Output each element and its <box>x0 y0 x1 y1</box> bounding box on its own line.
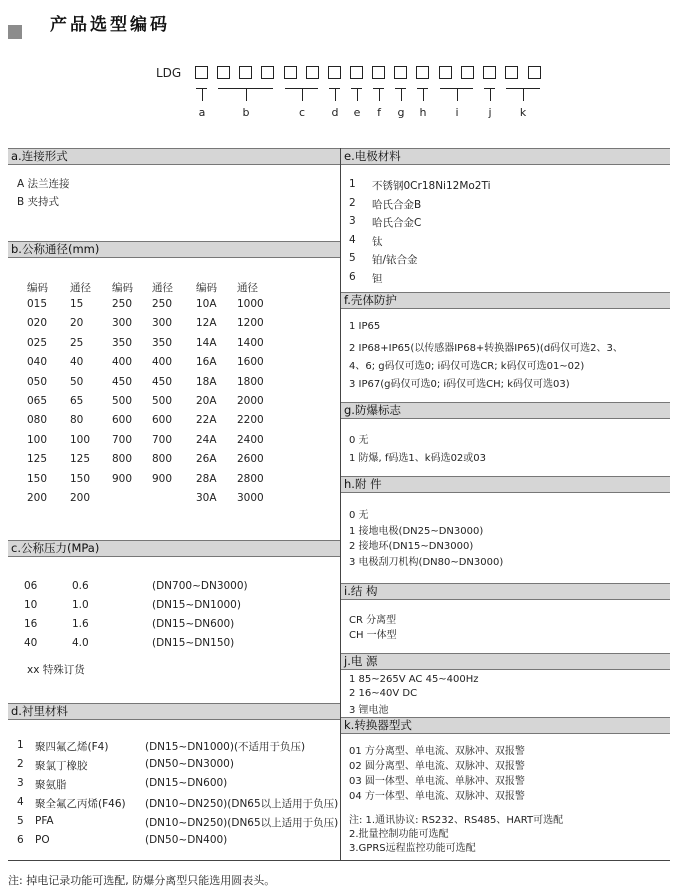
table-cell: 5 <box>17 815 24 827</box>
table-cell: 1200 <box>237 317 264 330</box>
code-letter: d <box>331 106 339 119</box>
code-letter: j <box>488 106 492 119</box>
table-cell: 125 <box>70 453 91 466</box>
list-item: 1 防爆, f码选1、k码选02或03 <box>349 453 487 464</box>
section-b-header: b.公称通径(mm) <box>8 241 340 258</box>
table-cell: 18A <box>196 375 217 388</box>
list-item: 3 锂电池 <box>349 705 389 716</box>
list-item: 1 IP65 <box>349 321 381 332</box>
table-cell: 450 <box>152 375 173 388</box>
table-cell: 2800 <box>237 472 264 485</box>
table-cell: PO <box>35 834 50 846</box>
list-item: 2 接地环(DN15~DN3000) <box>349 541 474 552</box>
code-bracket-tick <box>379 88 380 101</box>
table-cell: 65 <box>70 395 84 407</box>
code-bracket-tick <box>202 88 203 101</box>
table-cell: 聚氯丁橡胶 <box>35 760 88 772</box>
list-item-index: 1 <box>349 178 356 190</box>
code-box <box>528 66 541 79</box>
list-item: 2 IP68+IP65(以传感器IP68+转换器IP65)(d码仅可选2、3、 <box>349 343 623 354</box>
table-cell: 2000 <box>237 395 264 407</box>
section-i-header: i.结 构 <box>341 583 670 600</box>
table-cell: 700 <box>112 433 133 446</box>
table-cell: 4.0 <box>72 637 89 649</box>
code-letter: h <box>419 106 427 119</box>
table-header-cell: 通径 <box>237 282 258 294</box>
note-line: 3.GPRS远程监控功能可选配 <box>349 843 476 854</box>
list-item: 01 方分离型、单电流、双脉冲、双报警 <box>349 746 525 757</box>
code-box <box>372 66 385 79</box>
code-box <box>350 66 363 79</box>
table-cell: 600 <box>152 414 173 427</box>
code-box <box>439 66 452 79</box>
code-bracket-tick <box>523 88 524 101</box>
table-cell: 聚氨脂 <box>35 779 67 791</box>
list-item-index: 6 <box>349 270 356 283</box>
column-divider <box>340 148 341 860</box>
table-cell: 15 <box>70 298 84 310</box>
list-item: 0 无 <box>349 510 369 521</box>
table-cell: 900 <box>152 472 173 485</box>
table-cell: 20 <box>70 317 84 330</box>
footer-note: 注: 掉电记录功能可选配, 防爆分离型只能选用圆表头。 <box>8 874 276 887</box>
list-item: 2 16~40V DC <box>349 687 418 699</box>
table-cell: 6 <box>17 834 24 846</box>
table-cell: 100 <box>70 433 91 446</box>
table-cell: 16A <box>196 356 217 369</box>
table-cell: 350 <box>112 336 133 349</box>
code-box <box>394 66 407 79</box>
table-cell: (DN15~DN600) <box>145 777 228 789</box>
code-bracket-tick <box>423 88 424 101</box>
table-cell: 020 <box>27 317 48 330</box>
table-cell: 22A <box>196 414 217 427</box>
table-cell: 14A <box>196 336 217 349</box>
table-cell: 125 <box>27 453 48 466</box>
table-cell: 10A <box>196 298 217 310</box>
table-cell: (DN50~DN400) <box>145 834 228 846</box>
table-cell: (DN15~DN600) <box>152 618 235 630</box>
code-letter: a <box>198 106 206 119</box>
table-cell: 300 <box>152 317 173 330</box>
table-cell: 100 <box>27 433 48 446</box>
table-cell: 500 <box>112 395 133 407</box>
code-bracket-tick <box>302 88 303 101</box>
table-cell: (DN15~DN150) <box>152 637 235 649</box>
code-bracket-tick <box>457 88 458 101</box>
list-item: 哈氏合金B <box>372 198 422 211</box>
code-letter: e <box>353 106 361 119</box>
code-letter: b <box>242 106 250 119</box>
section-d-header: d.衬里材料 <box>8 703 340 720</box>
table-header-cell: 通径 <box>152 282 173 294</box>
table-cell: 025 <box>27 336 48 349</box>
page-title: 产品选型编码 <box>50 15 170 35</box>
table-cell: 12A <box>196 317 217 330</box>
table-cell: (DN50~DN3000) <box>145 758 234 770</box>
code-bracket-tick <box>357 88 358 101</box>
section-a-row: B 夹持式 <box>17 196 60 208</box>
special-order-row: xx 特殊订货 <box>27 664 85 676</box>
table-cell: 1800 <box>237 375 264 388</box>
table-cell: 24A <box>196 433 217 446</box>
table-cell: 2400 <box>237 433 264 446</box>
code-letter: f <box>377 106 381 119</box>
table-header-cell: 通径 <box>70 282 91 294</box>
section-f-header: f.壳体防护 <box>341 292 670 309</box>
table-cell: 700 <box>152 433 173 446</box>
list-item: CR 分离型 <box>349 615 397 626</box>
table-cell: 2 <box>17 758 24 770</box>
section-a-header: a.连接形式 <box>8 148 340 165</box>
table-cell: 400 <box>152 356 173 369</box>
section-h-header: h.附 件 <box>341 476 670 493</box>
list-item: 3 IP67(g码仅可选0; i码仅可选CH; k码仅可选03) <box>349 379 570 390</box>
table-cell: 250 <box>112 298 133 310</box>
table-cell: 80 <box>70 414 84 427</box>
table-cell: 1600 <box>237 356 264 369</box>
list-item: 4、6; g码仅可选0; i码仅可选CR; k码仅可选01~02) <box>349 361 585 372</box>
table-cell: 150 <box>70 472 91 485</box>
table-cell: 900 <box>112 472 133 485</box>
code-bracket-tick <box>401 88 402 101</box>
table-cell: 065 <box>27 395 48 407</box>
table-cell: 150 <box>27 472 48 485</box>
table-cell: 1.6 <box>72 618 89 630</box>
list-item: 哈氏合金C <box>372 217 422 229</box>
table-cell: 050 <box>27 375 48 388</box>
list-item: 0 无 <box>349 435 369 446</box>
table-cell: 300 <box>112 317 133 330</box>
table-cell: 16 <box>24 618 38 630</box>
table-cell: 40 <box>70 356 84 369</box>
code-box <box>416 66 429 79</box>
list-item: CH 一体型 <box>349 630 397 641</box>
list-item-index: 3 <box>349 215 356 227</box>
table-cell: (DN15~DN1000) <box>152 599 241 611</box>
code-box <box>217 66 230 79</box>
table-cell: (DN10~DN250)(DN65以上适用于负压) <box>145 798 339 810</box>
code-box <box>284 66 297 79</box>
table-cell: 0.6 <box>72 580 89 592</box>
table-cell: 10 <box>24 599 38 611</box>
table-cell: 26A <box>196 453 217 466</box>
table-cell: 25 <box>70 336 84 349</box>
table-cell: 40 <box>24 637 38 649</box>
table-bottom-rule <box>8 860 670 861</box>
code-box <box>239 66 252 79</box>
table-cell: 400 <box>112 356 133 369</box>
table-cell: 聚四氟乙烯(F4) <box>35 741 109 753</box>
table-cell: 30A <box>196 492 217 504</box>
table-cell: 040 <box>27 356 48 369</box>
table-cell: PFA <box>35 815 54 827</box>
table-cell: 1.0 <box>72 599 89 611</box>
code-box <box>306 66 319 79</box>
section-c-header: c.公称压力(MPa) <box>8 540 340 557</box>
section-j-header: j.电 源 <box>341 653 670 670</box>
table-cell: 015 <box>27 298 48 310</box>
table-header-cell: 编码 <box>27 282 48 294</box>
code-letter: g <box>397 106 405 119</box>
code-box <box>328 66 341 79</box>
list-item: 钽 <box>372 272 383 285</box>
section-g-header: g.防爆标志 <box>341 402 670 419</box>
code-box <box>505 66 518 79</box>
list-item: 铂/铱合金 <box>372 254 418 266</box>
table-cell: 28A <box>196 472 217 485</box>
table-cell: 080 <box>27 414 48 427</box>
table-cell: 20A <box>196 395 217 407</box>
table-cell: 50 <box>70 375 84 388</box>
code-letter: i <box>455 106 459 119</box>
table-cell: 1 <box>17 739 24 751</box>
code-box <box>461 66 474 79</box>
list-item: 04 方一体型、单电流、双脉冲、双报警 <box>349 791 525 802</box>
table-cell: 500 <box>152 395 173 407</box>
code-letter: k <box>519 106 527 119</box>
table-cell: 2200 <box>237 414 264 427</box>
code-box <box>483 66 496 79</box>
list-item: 1 85~265V AC 45~400Hz <box>349 674 479 685</box>
title-marker <box>8 25 22 39</box>
table-cell: 3000 <box>237 492 264 504</box>
table-cell: 250 <box>152 298 173 310</box>
table-cell: 800 <box>112 453 133 466</box>
table-cell: (DN700~DN3000) <box>152 580 248 592</box>
list-item-index: 2 <box>349 196 356 209</box>
model-prefix: LDG <box>156 66 182 80</box>
table-cell: 450 <box>112 375 133 388</box>
section-e-header: e.电极材料 <box>341 148 670 165</box>
table-cell: 2600 <box>237 453 264 466</box>
code-letter: c <box>298 106 306 119</box>
list-item: 1 接地电极(DN25~DN3000) <box>349 525 484 537</box>
list-item: 02 圆分离型、单电流、双脉冲、双报警 <box>349 761 525 772</box>
list-item: 3 电极刮刀机构(DN80~DN3000) <box>349 556 504 568</box>
code-box <box>261 66 274 79</box>
table-cell: 3 <box>17 777 24 789</box>
code-box <box>195 66 208 79</box>
table-header-cell: 编码 <box>112 282 133 294</box>
list-item-index: 4 <box>349 233 356 246</box>
section-a-row: A 法兰连接 <box>17 178 70 190</box>
code-bracket-tick <box>246 88 247 101</box>
table-cell: 聚全氟乙丙烯(F46) <box>35 798 126 810</box>
table-cell: 200 <box>70 492 91 504</box>
list-item-index: 5 <box>349 252 356 264</box>
table-cell: (DN10~DN250)(DN65以上适用于负压) <box>145 817 339 829</box>
table-cell: 350 <box>152 336 173 349</box>
note-line: 2.批量控制功能可选配 <box>349 829 449 840</box>
table-cell: 06 <box>24 580 38 592</box>
table-cell: 1000 <box>237 298 264 310</box>
code-bracket-tick <box>490 88 491 101</box>
section-k-header: k.转换器型式 <box>341 717 670 734</box>
table-header-cell: 编码 <box>196 282 217 294</box>
table-cell: (DN15~DN1000)(不适用于负压) <box>145 741 306 753</box>
table-cell: 4 <box>17 796 24 808</box>
table-cell: 600 <box>112 414 133 427</box>
note-line: 注: 1.通讯协议: RS232、RS485、HART可选配 <box>349 815 564 826</box>
list-item: 不锈钢0Cr18Ni12Mo2Ti <box>372 180 491 192</box>
table-cell: 200 <box>27 492 48 504</box>
list-item: 03 圆一体型、单电流、单脉冲、双报警 <box>349 776 525 787</box>
table-cell: 1400 <box>237 336 264 349</box>
table-cell: 800 <box>152 453 173 466</box>
code-bracket-tick <box>335 88 336 101</box>
list-item: 钛 <box>372 235 383 248</box>
